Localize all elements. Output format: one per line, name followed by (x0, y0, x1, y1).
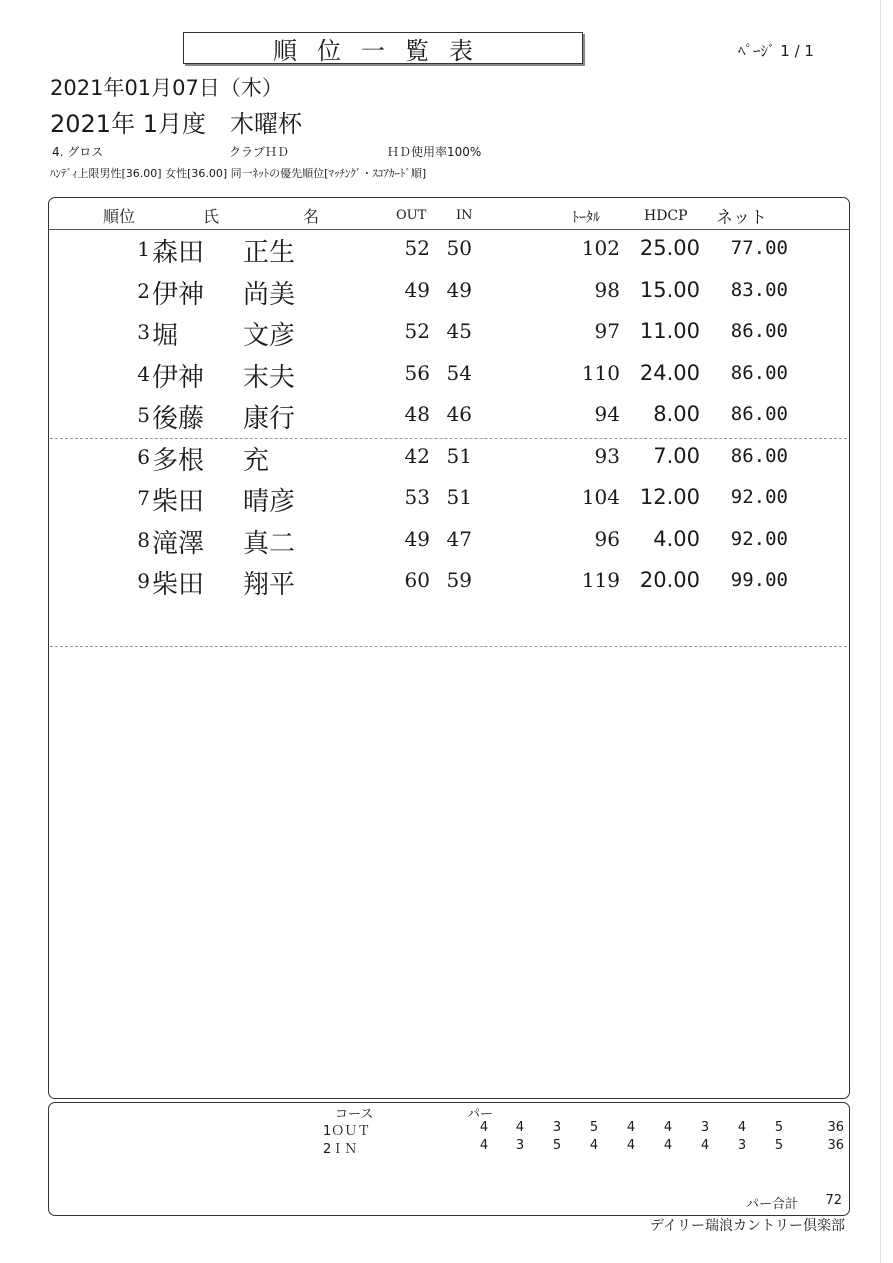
cell-rank: 7 (137, 486, 150, 510)
cell-in: 49 (446, 277, 472, 302)
cell-first: 晴彦 (243, 487, 296, 517)
cell-in: 51 (446, 485, 472, 509)
cell-total: 98 (594, 277, 620, 302)
hole-par: 4 (663, 1120, 673, 1135)
cell-hdcp: 24.00 (639, 360, 700, 385)
col-header-out: OUT (396, 208, 427, 223)
cell-first: 真二 (243, 528, 296, 559)
cell-last: 森田 (152, 238, 205, 268)
hole-par: 4 (626, 1138, 636, 1153)
cell-total: 104 (581, 485, 620, 509)
hole-par: 5 (774, 1120, 784, 1135)
table-row (0, 523, 893, 563)
condition-rate: ＨＤ使用率100% (387, 145, 482, 159)
cell-in: 50 (446, 236, 472, 260)
table-row (0, 315, 893, 355)
cell-rank: 1 (137, 237, 150, 261)
par-total-label: パー合計 (746, 1197, 799, 1212)
table-row (0, 232, 893, 272)
cell-last: 伊神 (152, 362, 205, 393)
cell-net: 83.00 (730, 278, 788, 301)
cell-out: 60 (404, 568, 430, 592)
cell-in: 45 (446, 319, 472, 343)
course-par-frame (48, 1102, 850, 1216)
row-group-separator (50, 646, 847, 647)
condition-limits: ﾊﾝﾃﾞｨ上限男性[36.00] 女性[36.00] 同一ﾈｯﾄの優先順位[ﾏｯﾁﾝｸﾞ・ｽｺｱｶｰﾄﾞ順] (50, 167, 427, 180)
cell-total: 94 (594, 402, 620, 426)
cell-out: 49 (404, 277, 430, 302)
course-par-total: 36 (827, 1120, 844, 1135)
club-name: デイリー瑞浪カントリー倶楽部 (649, 1218, 845, 1234)
header-divider (48, 229, 849, 230)
cell-rank: 4 (137, 361, 150, 386)
hole-par: 5 (552, 1138, 562, 1153)
event-name: 2021年 1月度 木曜杯 (50, 110, 302, 138)
cell-net: 86.00 (730, 444, 788, 467)
condition-hd: クラブＨＤ (229, 145, 290, 159)
page-title: 順位一覧表 (273, 36, 493, 65)
cell-rank: 2 (137, 278, 150, 303)
cell-last: 柴田 (152, 570, 205, 600)
cell-first: 康行 (243, 404, 296, 434)
par-total-value: 72 (825, 1193, 842, 1208)
cell-first: 充 (243, 445, 270, 476)
table-row (0, 274, 893, 314)
cell-out: 56 (404, 360, 430, 385)
cell-total: 93 (594, 443, 620, 468)
event-date: 2021年01月07日（木） (50, 76, 283, 100)
row-group-separator (50, 438, 847, 439)
cell-net: 92.00 (730, 527, 788, 550)
cell-in: 51 (446, 443, 472, 468)
cell-total: 97 (594, 319, 620, 343)
cell-hdcp: 11.00 (639, 319, 700, 343)
cell-net: 86.00 (730, 361, 788, 384)
cell-first: 末夫 (243, 362, 296, 393)
col-header-rank: 順位 (103, 207, 136, 226)
table-row (0, 357, 893, 397)
cell-last: 多根 (152, 445, 205, 476)
cell-last: 滝澤 (152, 528, 205, 559)
cell-rank: 9 (137, 569, 150, 593)
hole-par: 3 (737, 1138, 747, 1153)
hole-par: 3 (515, 1138, 525, 1153)
condition-category: 4. グロス (52, 145, 104, 159)
scan-edge-line (880, 0, 881, 1263)
cell-first: 翔平 (243, 570, 296, 600)
hole-par: 5 (774, 1138, 784, 1153)
hole-par: 5 (589, 1120, 599, 1135)
cell-net: 77.00 (730, 237, 788, 259)
cell-net: 86.00 (730, 320, 788, 342)
table-row (0, 481, 893, 521)
cell-out: 42 (404, 443, 430, 468)
hole-par: 4 (515, 1120, 525, 1135)
hole-par: 3 (552, 1120, 562, 1135)
cell-hdcp: 4.00 (653, 526, 700, 551)
hole-par: 4 (737, 1120, 747, 1135)
course-label: コース (335, 1107, 374, 1122)
cell-rank: 3 (137, 320, 150, 344)
cell-rank: 8 (137, 527, 150, 552)
hole-par: 4 (589, 1138, 599, 1153)
cell-out: 53 (404, 485, 430, 509)
col-header-in: IN (456, 208, 473, 223)
cell-hdcp: 25.00 (639, 236, 700, 260)
cell-in: 46 (446, 402, 472, 426)
cell-net: 99.00 (730, 569, 788, 591)
cell-hdcp: 20.00 (639, 568, 700, 592)
cell-net: 86.00 (730, 403, 788, 425)
cell-out: 52 (404, 236, 430, 260)
cell-first: 正生 (243, 238, 296, 268)
cell-in: 54 (446, 360, 472, 385)
cell-in: 47 (446, 526, 472, 551)
col-header-name-1: 氏 (203, 207, 220, 226)
table-row (0, 440, 893, 480)
col-header-hdcp: HDCP (644, 208, 688, 224)
cell-last: 後藤 (152, 404, 205, 434)
hole-par: 4 (700, 1138, 710, 1153)
hole-par: 3 (700, 1120, 710, 1135)
cell-total: 119 (581, 568, 620, 592)
hole-par: 4 (663, 1138, 673, 1153)
cell-first: 文彦 (243, 321, 296, 351)
col-header-name-2: 名 (303, 207, 320, 226)
par-label: パー (467, 1107, 494, 1122)
hole-par: 4 (479, 1120, 489, 1135)
cell-out: 48 (404, 402, 430, 426)
hole-par: 4 (626, 1120, 636, 1135)
cell-first: 尚美 (243, 279, 296, 310)
cell-rank: 6 (137, 444, 150, 469)
cell-hdcp: 12.00 (639, 485, 700, 509)
col-header-total: ﾄｰﾀﾙ (572, 210, 600, 226)
table-row (0, 398, 893, 438)
cell-net: 92.00 (730, 486, 788, 508)
cell-rank: 5 (137, 403, 150, 427)
cell-last: 伊神 (152, 279, 205, 310)
cell-total: 110 (581, 360, 620, 385)
cell-total: 96 (594, 526, 620, 551)
page-number: ﾍﾟｰｼﾞ 1 / 1 (738, 42, 814, 60)
cell-total: 102 (581, 236, 620, 260)
course-name: 2ＩＮ (323, 1142, 358, 1157)
cell-last: 柴田 (152, 487, 205, 517)
course-name: 1ＯＵＴ (323, 1124, 371, 1139)
col-header-net: ネット (716, 208, 767, 228)
course-par-total: 36 (827, 1138, 844, 1153)
cell-out: 52 (404, 319, 430, 343)
cell-hdcp: 7.00 (653, 443, 700, 468)
page-title-box (183, 32, 583, 64)
hole-par: 4 (479, 1138, 489, 1153)
cell-out: 49 (404, 526, 430, 551)
cell-hdcp: 8.00 (653, 402, 700, 426)
cell-last: 堀 (152, 321, 179, 351)
cell-in: 59 (446, 568, 472, 592)
table-row (0, 564, 893, 604)
cell-hdcp: 15.00 (639, 277, 700, 302)
